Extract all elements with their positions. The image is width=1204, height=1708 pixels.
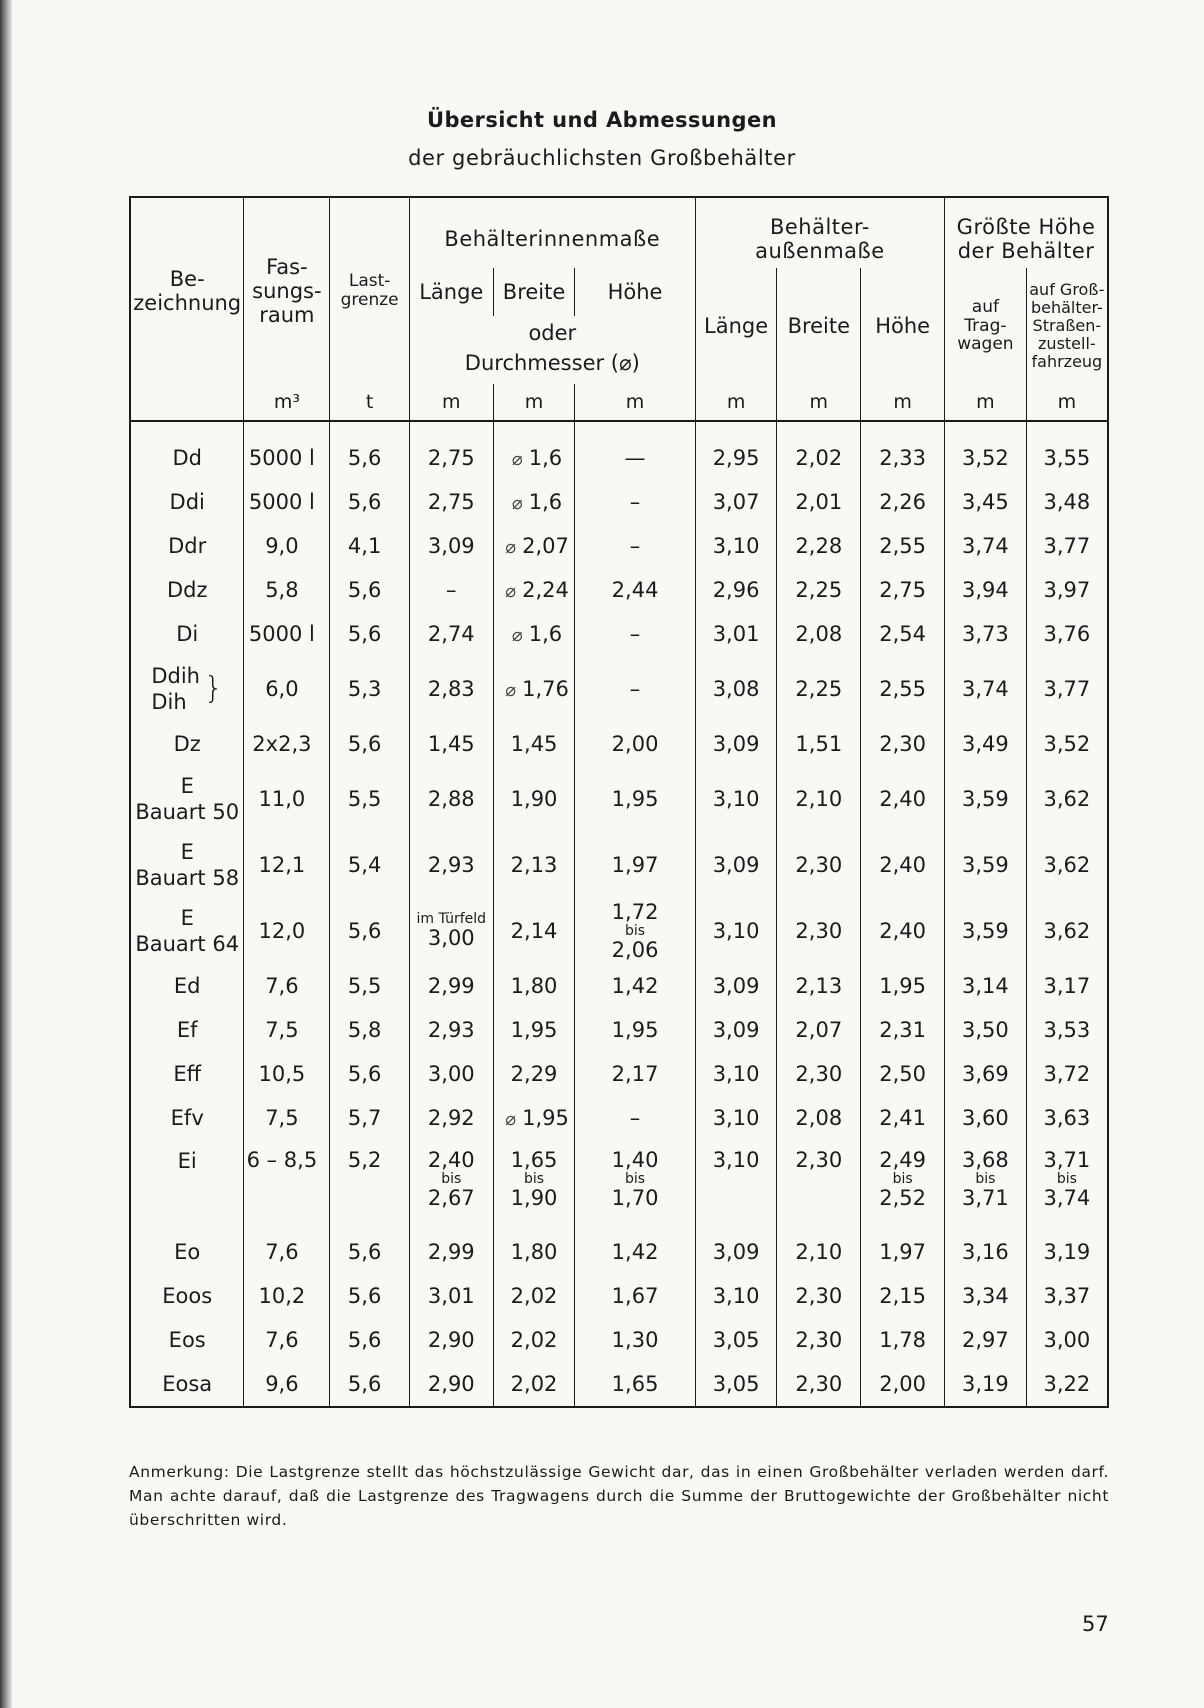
cell-bezeichnung: Ddih Dih } xyxy=(130,656,244,722)
table-row xyxy=(130,480,1108,524)
cell-aussen-hoehe: 2,75 xyxy=(861,568,945,612)
cell-innen-breite: ⌀ 1,6 xyxy=(493,436,575,480)
table-row xyxy=(130,1230,1108,1274)
cell-innen-laenge: 2,99 xyxy=(409,964,493,1008)
group-header-aussenmasse: Behälter- außenmaße xyxy=(695,197,944,268)
cell-bezeichnung: Ed xyxy=(130,964,244,1008)
cell-aussen-breite: 2,30 xyxy=(777,832,861,898)
cell-innen-breite: ⌀ 1,6 xyxy=(493,480,575,524)
cell-aussen-laenge: 3,07 xyxy=(695,480,777,524)
unit-cell: m xyxy=(861,384,945,421)
cell-aussen-breite: 2,30 xyxy=(777,1140,861,1230)
col-header-innen-hoehe: Höhe xyxy=(575,268,695,316)
col-header-bezeichnung: Be- zeichnung xyxy=(130,197,244,384)
cell-hoehe-strassenfahrzeug: 3,77 xyxy=(1026,656,1108,722)
unit-cell: t xyxy=(330,384,410,421)
cell-innen-hoehe: – xyxy=(575,612,695,656)
cell-innen-hoehe: 1,67 xyxy=(575,1274,695,1318)
cell-innen-breite: 1,90 xyxy=(493,766,575,832)
cell-lastgrenze: 5,6 xyxy=(330,480,410,524)
cell-innen-laenge: 2,74 xyxy=(409,612,493,656)
cell-innen-hoehe: — xyxy=(575,436,695,480)
table-row xyxy=(130,1362,1108,1407)
cell-hoehe-tragwagen: 3,34 xyxy=(945,1274,1027,1318)
cell-aussen-laenge: 2,96 xyxy=(695,568,777,612)
table-row xyxy=(130,612,1108,656)
cell-innen-laenge: 2,83 xyxy=(409,656,493,722)
cell-bezeichnung: Ddz xyxy=(130,568,244,612)
col-header-auf-tragwagen: auf Trag- wagen xyxy=(945,268,1027,384)
cell-fassungsraum: 9,0 xyxy=(244,524,330,568)
group-header-innenmasse: Behälterinnenmaße xyxy=(409,197,695,268)
unit-cell: m xyxy=(777,384,861,421)
table-row xyxy=(130,1096,1108,1140)
table-row xyxy=(130,1140,1108,1230)
cell-hoehe-tragwagen: 3,74 xyxy=(945,656,1027,722)
cell-innen-laenge: 3,09 xyxy=(409,524,493,568)
cell-aussen-laenge: 3,10 xyxy=(695,766,777,832)
cell-aussen-laenge: 3,01 xyxy=(695,612,777,656)
cell-hoehe-tragwagen: 3,60 xyxy=(945,1096,1027,1140)
cell-innen-breite: 2,02 xyxy=(493,1362,575,1407)
cell-innen-hoehe: 1,65 xyxy=(575,1362,695,1407)
cell-aussen-laenge: 3,09 xyxy=(695,832,777,898)
table-row xyxy=(130,1274,1108,1318)
diameter-icon: ⌀ xyxy=(511,625,523,646)
cell-fassungsraum: 7,6 xyxy=(244,1318,330,1362)
table-row xyxy=(130,1052,1108,1096)
cell-bezeichnung: E Bauart 64 xyxy=(130,898,244,964)
cell-aussen-laenge: 3,09 xyxy=(695,964,777,1008)
cell-fassungsraum: 5,8 xyxy=(244,568,330,612)
cell-lastgrenze: 5,6 xyxy=(330,612,410,656)
cell-aussen-laenge: 3,10 xyxy=(695,524,777,568)
col-header-aussen-laenge: Länge xyxy=(695,268,777,384)
cell-innen-breite: ⌀ 2,24 xyxy=(493,568,575,612)
cell-innen-laenge: 2,99 xyxy=(409,1230,493,1274)
cell-hoehe-strassenfahrzeug: 3,53 xyxy=(1026,1008,1108,1052)
cell-aussen-laenge: 2,95 xyxy=(695,436,777,480)
cell-aussen-hoehe: 2,40 xyxy=(861,898,945,964)
cell-aussen-breite: 2,07 xyxy=(777,1008,861,1052)
cell-innen-hoehe: 1,42 xyxy=(575,964,695,1008)
cell-lastgrenze: 5,6 xyxy=(330,436,410,480)
cell-innen-laenge: 2,75 xyxy=(409,480,493,524)
cell-aussen-laenge: 3,10 xyxy=(695,1096,777,1140)
col-header-innen-laenge: Länge xyxy=(409,268,493,316)
cell-aussen-hoehe: 2,00 xyxy=(861,1362,945,1407)
col-header-aussen-breite: Breite xyxy=(777,268,861,384)
cell-innen-breite: 1,45 xyxy=(493,722,575,766)
cell-hoehe-strassenfahrzeug: 3,76 xyxy=(1026,612,1108,656)
page-title: Übersicht und Abmessungen xyxy=(427,108,777,132)
cell-innen-breite: 2,02 xyxy=(493,1274,575,1318)
cell-aussen-hoehe: 2,49 bis 2,52 xyxy=(861,1140,945,1230)
cell-hoehe-strassenfahrzeug: 3,97 xyxy=(1026,568,1108,612)
diameter-icon: ⌀ xyxy=(505,1109,517,1130)
cell-aussen-breite: 2,02 xyxy=(777,436,861,480)
cell-fassungsraum: 5000 l xyxy=(244,436,330,480)
cell-aussen-laenge: 3,09 xyxy=(695,1230,777,1274)
cell-lastgrenze: 5,3 xyxy=(330,656,410,722)
cell-innen-laenge: 2,90 xyxy=(409,1362,493,1407)
cell-innen-breite: 1,95 xyxy=(493,1008,575,1052)
cell-lastgrenze: 4,1 xyxy=(330,524,410,568)
cell-hoehe-tragwagen: 3,69 xyxy=(945,1052,1027,1096)
cell-fassungsraum: 10,2 xyxy=(244,1274,330,1318)
cell-bezeichnung: E Bauart 50 xyxy=(130,766,244,832)
cell-innen-laenge: 1,45 xyxy=(409,722,493,766)
cell-innen-hoehe: 1,95 xyxy=(575,766,695,832)
cell-innen-laenge: 2,75 xyxy=(409,436,493,480)
cell-aussen-breite: 2,10 xyxy=(777,1230,861,1274)
cell-innen-breite: 2,02 xyxy=(493,1318,575,1362)
cell-bezeichnung: Dz xyxy=(130,722,244,766)
cell-innen-hoehe: 2,17 xyxy=(575,1052,695,1096)
cell-bezeichnung: Ef xyxy=(130,1008,244,1052)
unit-cell: m xyxy=(945,384,1027,421)
cell-innen-hoehe: – xyxy=(575,656,695,722)
cell-aussen-hoehe: 2,55 xyxy=(861,656,945,722)
cell-innen-breite: 2,13 xyxy=(493,832,575,898)
diameter-icon: ⌀ xyxy=(505,680,517,701)
cell-aussen-breite: 2,25 xyxy=(777,656,861,722)
cell-innen-hoehe: 1,42 xyxy=(575,1230,695,1274)
cell-aussen-laenge: 3,09 xyxy=(695,1008,777,1052)
cell-bezeichnung: Dd xyxy=(130,436,244,480)
cell-aussen-breite: 2,08 xyxy=(777,612,861,656)
cell-hoehe-strassenfahrzeug: 3,19 xyxy=(1026,1230,1108,1274)
cell-fassungsraum: 2x2,3 xyxy=(244,722,330,766)
cell-fassungsraum: 7,6 xyxy=(244,1230,330,1274)
col-header-lastgrenze: Last- grenze xyxy=(330,197,410,384)
cell-lastgrenze: 5,6 xyxy=(330,1052,410,1096)
col-header-fassungsraum: Fas- sungs- raum xyxy=(244,197,330,384)
cell-lastgrenze: 5,6 xyxy=(330,1230,410,1274)
page-number: 57 xyxy=(1082,1612,1109,1636)
cell-aussen-hoehe: 2,31 xyxy=(861,1008,945,1052)
cell-bezeichnung: Eo xyxy=(130,1230,244,1274)
diameter-icon: ⌀ xyxy=(505,581,517,602)
cell-hoehe-strassenfahrzeug: 3,62 xyxy=(1026,766,1108,832)
cell-hoehe-tragwagen: 3,52 xyxy=(945,436,1027,480)
cell-aussen-hoehe: 2,54 xyxy=(861,612,945,656)
col-header-oder-durchmesser: oder Durchmesser (⌀) xyxy=(464,320,640,375)
cell-innen-laenge: 2,93 xyxy=(409,832,493,898)
cell-innen-laenge: 2,93 xyxy=(409,1008,493,1052)
cell-lastgrenze: 5,4 xyxy=(330,832,410,898)
cell-innen-hoehe: 1,97 xyxy=(575,832,695,898)
cell-innen-laenge: 2,92 xyxy=(409,1096,493,1140)
cell-hoehe-tragwagen: 3,94 xyxy=(945,568,1027,612)
cell-innen-laenge: 3,01 xyxy=(409,1274,493,1318)
cell-fassungsraum: 7,6 xyxy=(244,964,330,1008)
cell-innen-hoehe: 1,30 xyxy=(575,1318,695,1362)
cell-lastgrenze: 5,8 xyxy=(330,1008,410,1052)
cell-innen-laenge: 3,00 xyxy=(409,1052,493,1096)
cell-innen-breite: 2,14 xyxy=(493,898,575,964)
table-row xyxy=(130,524,1108,568)
cell-hoehe-strassenfahrzeug: 3,55 xyxy=(1026,436,1108,480)
cell-hoehe-strassenfahrzeug: 3,63 xyxy=(1026,1096,1108,1140)
page-subtitle: der gebräuchlichsten Großbehälter xyxy=(408,146,796,170)
col-header-auf-strassenfahrzeug: auf Groß- behälter- Straßen- zustell- fahrzeug xyxy=(1026,268,1108,384)
group-header-groesste-hoehe: Größte Höhe der Behälter xyxy=(945,197,1108,268)
cell-innen-breite: ⌀ 1,95 xyxy=(493,1096,575,1140)
table-row xyxy=(130,568,1108,612)
cell-lastgrenze: 5,2 xyxy=(330,1140,410,1230)
unit-cell: m xyxy=(493,384,575,421)
cell-aussen-hoehe: 2,50 xyxy=(861,1052,945,1096)
table-row xyxy=(130,898,1108,964)
cell-aussen-breite: 2,28 xyxy=(777,524,861,568)
cell-innen-breite: ⌀ 2,07 xyxy=(493,524,575,568)
unit-cell: m xyxy=(1026,384,1108,421)
cell-hoehe-tragwagen: 3,74 xyxy=(945,524,1027,568)
cell-innen-hoehe: – xyxy=(575,480,695,524)
cell-aussen-hoehe: 2,15 xyxy=(861,1274,945,1318)
cell-innen-laenge: im Türfeld 3,00 xyxy=(409,898,493,964)
cell-bezeichnung: E Bauart 58 xyxy=(130,832,244,898)
cell-bezeichnung: Eoos xyxy=(130,1274,244,1318)
cell-aussen-laenge: 3,05 xyxy=(695,1362,777,1407)
cell-lastgrenze: 5,6 xyxy=(330,568,410,612)
unit-cell: m³ xyxy=(244,384,330,421)
unit-cell: m xyxy=(695,384,777,421)
cell-bezeichnung: Ddi xyxy=(130,480,244,524)
cell-fassungsraum: 7,5 xyxy=(244,1008,330,1052)
cell-innen-breite: 1,80 xyxy=(493,964,575,1008)
cell-aussen-breite: 2,25 xyxy=(777,568,861,612)
cell-fassungsraum: 6 – 8,5 xyxy=(244,1140,330,1230)
cell-hoehe-tragwagen: 3,14 xyxy=(945,964,1027,1008)
cell-hoehe-tragwagen: 3,59 xyxy=(945,898,1027,964)
unit-cell: m xyxy=(575,384,695,421)
cell-fassungsraum: 12,1 xyxy=(244,832,330,898)
diameter-icon: ⌀ xyxy=(511,449,523,470)
cell-aussen-laenge: 3,05 xyxy=(695,1318,777,1362)
cell-aussen-breite: 2,10 xyxy=(777,766,861,832)
col-header-innen-breite: Breite xyxy=(493,268,575,316)
unit-cell: m xyxy=(409,384,493,421)
table-row xyxy=(130,766,1108,832)
cell-aussen-breite: 2,30 xyxy=(777,1318,861,1362)
cell-innen-hoehe: 1,72 bis 2,06 xyxy=(575,898,695,964)
cell-hoehe-tragwagen: 3,59 xyxy=(945,766,1027,832)
cell-aussen-hoehe: 2,55 xyxy=(861,524,945,568)
table-row xyxy=(130,722,1108,766)
cell-hoehe-tragwagen: 3,45 xyxy=(945,480,1027,524)
cell-innen-laenge: 2,40 bis 2,67 xyxy=(409,1140,493,1230)
cell-aussen-breite: 2,30 xyxy=(777,1362,861,1407)
cell-aussen-laenge: 3,08 xyxy=(695,656,777,722)
cell-aussen-hoehe: 1,95 xyxy=(861,964,945,1008)
cell-aussen-hoehe: 2,41 xyxy=(861,1096,945,1140)
cell-bezeichnung: Eos xyxy=(130,1318,244,1362)
cell-innen-hoehe: – xyxy=(575,524,695,568)
cell-hoehe-strassenfahrzeug: 3,17 xyxy=(1026,964,1108,1008)
cell-hoehe-strassenfahrzeug: 3,37 xyxy=(1026,1274,1108,1318)
table-row xyxy=(130,832,1108,898)
cell-aussen-laenge: 3,10 xyxy=(695,1052,777,1096)
cell-innen-breite: 1,65 bis 1,90 xyxy=(493,1140,575,1230)
cell-aussen-laenge: 3,10 xyxy=(695,898,777,964)
cell-hoehe-strassenfahrzeug: 3,77 xyxy=(1026,524,1108,568)
cell-innen-hoehe: 1,40 bis 1,70 xyxy=(575,1140,695,1230)
diameter-icon: ⌀ xyxy=(511,493,523,514)
table-row xyxy=(130,436,1108,480)
cell-lastgrenze: 5,6 xyxy=(330,898,410,964)
cell-aussen-breite: 2,30 xyxy=(777,898,861,964)
cell-aussen-breite: 1,51 xyxy=(777,722,861,766)
cell-aussen-hoehe: 2,33 xyxy=(861,436,945,480)
cell-innen-hoehe: 2,44 xyxy=(575,568,695,612)
cell-fassungsraum: 5000 l xyxy=(244,612,330,656)
cell-lastgrenze: 5,6 xyxy=(330,722,410,766)
table-row xyxy=(130,1008,1108,1052)
cell-hoehe-tragwagen: 3,50 xyxy=(945,1008,1027,1052)
table-row xyxy=(130,656,1108,722)
cell-hoehe-tragwagen: 3,73 xyxy=(945,612,1027,656)
cell-aussen-hoehe: 1,97 xyxy=(861,1230,945,1274)
cell-fassungsraum: 9,6 xyxy=(244,1362,330,1407)
cell-aussen-breite: 2,01 xyxy=(777,480,861,524)
cell-hoehe-strassenfahrzeug: 3,48 xyxy=(1026,480,1108,524)
cell-innen-breite: 1,80 xyxy=(493,1230,575,1274)
cell-hoehe-strassenfahrzeug: 3,62 xyxy=(1026,898,1108,964)
cell-hoehe-strassenfahrzeug: 3,72 xyxy=(1026,1052,1108,1096)
cell-aussen-breite: 2,30 xyxy=(777,1274,861,1318)
cell-aussen-breite: 2,08 xyxy=(777,1096,861,1140)
cell-hoehe-tragwagen: 3,19 xyxy=(945,1362,1027,1407)
diameter-icon: ⌀ xyxy=(505,537,517,558)
cell-bezeichnung: Eosa xyxy=(130,1362,244,1407)
cell-innen-hoehe: 1,95 xyxy=(575,1008,695,1052)
cell-aussen-hoehe: 2,30 xyxy=(861,722,945,766)
cell-innen-breite: ⌀ 1,6 xyxy=(493,612,575,656)
table-row xyxy=(130,1318,1108,1362)
cell-hoehe-strassenfahrzeug: 3,52 xyxy=(1026,722,1108,766)
cell-aussen-breite: 2,13 xyxy=(777,964,861,1008)
cell-aussen-hoehe: 1,78 xyxy=(861,1318,945,1362)
cell-hoehe-tragwagen: 3,59 xyxy=(945,832,1027,898)
cell-lastgrenze: 5,5 xyxy=(330,964,410,1008)
book-spine-shadow xyxy=(0,0,12,1708)
cell-lastgrenze: 5,5 xyxy=(330,766,410,832)
cell-aussen-hoehe: 2,40 xyxy=(861,766,945,832)
cell-fassungsraum: 5000 l xyxy=(244,480,330,524)
cell-lastgrenze: 5,6 xyxy=(330,1274,410,1318)
cell-bezeichnung: Di xyxy=(130,612,244,656)
cell-aussen-laenge: 3,09 xyxy=(695,722,777,766)
cell-lastgrenze: 5,6 xyxy=(330,1362,410,1407)
cell-innen-laenge: 2,90 xyxy=(409,1318,493,1362)
cell-fassungsraum: 11,0 xyxy=(244,766,330,832)
cell-bezeichnung: Ei xyxy=(130,1140,244,1230)
cell-hoehe-strassenfahrzeug: 3,62 xyxy=(1026,832,1108,898)
cell-bezeichnung: Efv xyxy=(130,1096,244,1140)
cell-innen-breite: 2,29 xyxy=(493,1052,575,1096)
unit-cell xyxy=(130,384,244,421)
cell-innen-laenge: – xyxy=(409,568,493,612)
col-header-aussen-hoehe: Höhe xyxy=(861,268,945,384)
cell-innen-breite: ⌀ 1,76 xyxy=(493,656,575,722)
cell-hoehe-strassenfahrzeug: 3,71 bis 3,74 xyxy=(1026,1140,1108,1230)
cell-fassungsraum: 6,0 xyxy=(244,656,330,722)
cell-innen-laenge: 2,88 xyxy=(409,766,493,832)
table-row xyxy=(130,964,1108,1008)
cell-hoehe-tragwagen: 2,97 xyxy=(945,1318,1027,1362)
units-row xyxy=(130,384,1108,421)
cell-fassungsraum: 12,0 xyxy=(244,898,330,964)
cell-hoehe-tragwagen: 3,16 xyxy=(945,1230,1027,1274)
cell-aussen-laenge: 3,10 xyxy=(695,1140,777,1230)
cell-innen-hoehe: – xyxy=(575,1096,695,1140)
cell-aussen-hoehe: 2,26 xyxy=(861,480,945,524)
cell-aussen-breite: 2,30 xyxy=(777,1052,861,1096)
cell-fassungsraum: 7,5 xyxy=(244,1096,330,1140)
cell-lastgrenze: 5,6 xyxy=(330,1318,410,1362)
cell-lastgrenze: 5,7 xyxy=(330,1096,410,1140)
table-body xyxy=(130,436,1108,1407)
cell-innen-hoehe: 2,00 xyxy=(575,722,695,766)
footnote-anmerkung: Anmerkung: Die Lastgrenze stellt das höchstzulässige Gewicht dar, das in einen Großbehälter verladen werden darf. Man achte darauf, daß die Lastgrenze des Tragwagens durch die Summe der Bruttogewichte der Großbehälter nicht überschritten wird. xyxy=(129,1463,1109,1529)
cell-fassungsraum: 10,5 xyxy=(244,1052,330,1096)
cell-bezeichnung: Eff xyxy=(130,1052,244,1096)
cell-hoehe-tragwagen: 3,49 xyxy=(945,722,1027,766)
cell-hoehe-tragwagen: 3,68 bis 3,71 xyxy=(945,1140,1027,1230)
container-dimensions-table xyxy=(129,196,1109,1408)
cell-bezeichnung: Ddr xyxy=(130,524,244,568)
cell-aussen-laenge: 3,10 xyxy=(695,1274,777,1318)
cell-aussen-hoehe: 2,40 xyxy=(861,832,945,898)
cell-hoehe-strassenfahrzeug: 3,00 xyxy=(1026,1318,1108,1362)
cell-hoehe-strassenfahrzeug: 3,22 xyxy=(1026,1362,1108,1407)
